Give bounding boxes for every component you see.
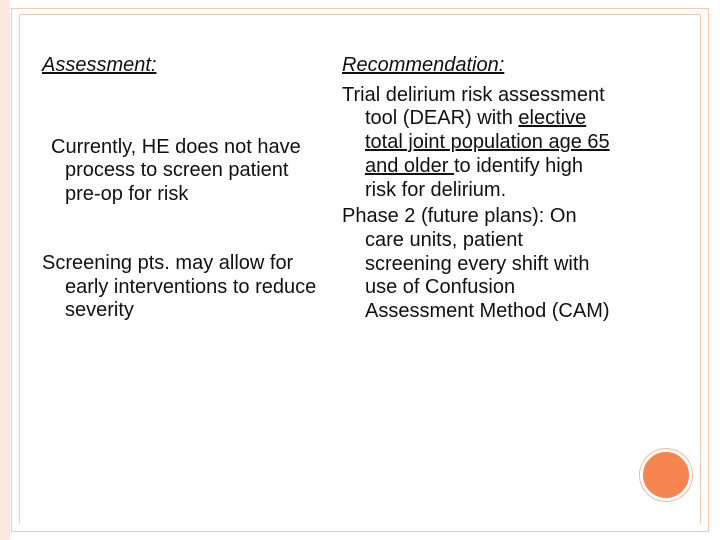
assessment-paragraph-1: Currently, HE does not have process to screen patient pre-op for risk bbox=[51, 135, 301, 206]
trial-text-underlined: elective total joint population age 65 and older bbox=[365, 107, 610, 177]
recommendation-heading: Recommendation: bbox=[342, 54, 505, 76]
recommendation-phase-2: Phase 2 (future plans): On care units, patient screening every shift with use of Confusion Assessment Method (CAM) bbox=[342, 205, 610, 323]
trial-text-end: to identify high risk for delirium. bbox=[365, 154, 583, 201]
recommendation-column bbox=[342, 54, 610, 324]
assessment-heading: Assessment: bbox=[42, 54, 157, 76]
recommendation-trial bbox=[342, 84, 610, 203]
decorative-orange-circle bbox=[640, 449, 692, 501]
assessment-paragraph-2: Screening pts. may allow for early interventions to reduce severity bbox=[42, 251, 317, 322]
assessment-column bbox=[42, 54, 324, 323]
left-accent-stripe bbox=[0, 0, 10, 540]
trial-text-start: Trial delirium risk assessment tool (DEAR) with bbox=[342, 83, 605, 130]
